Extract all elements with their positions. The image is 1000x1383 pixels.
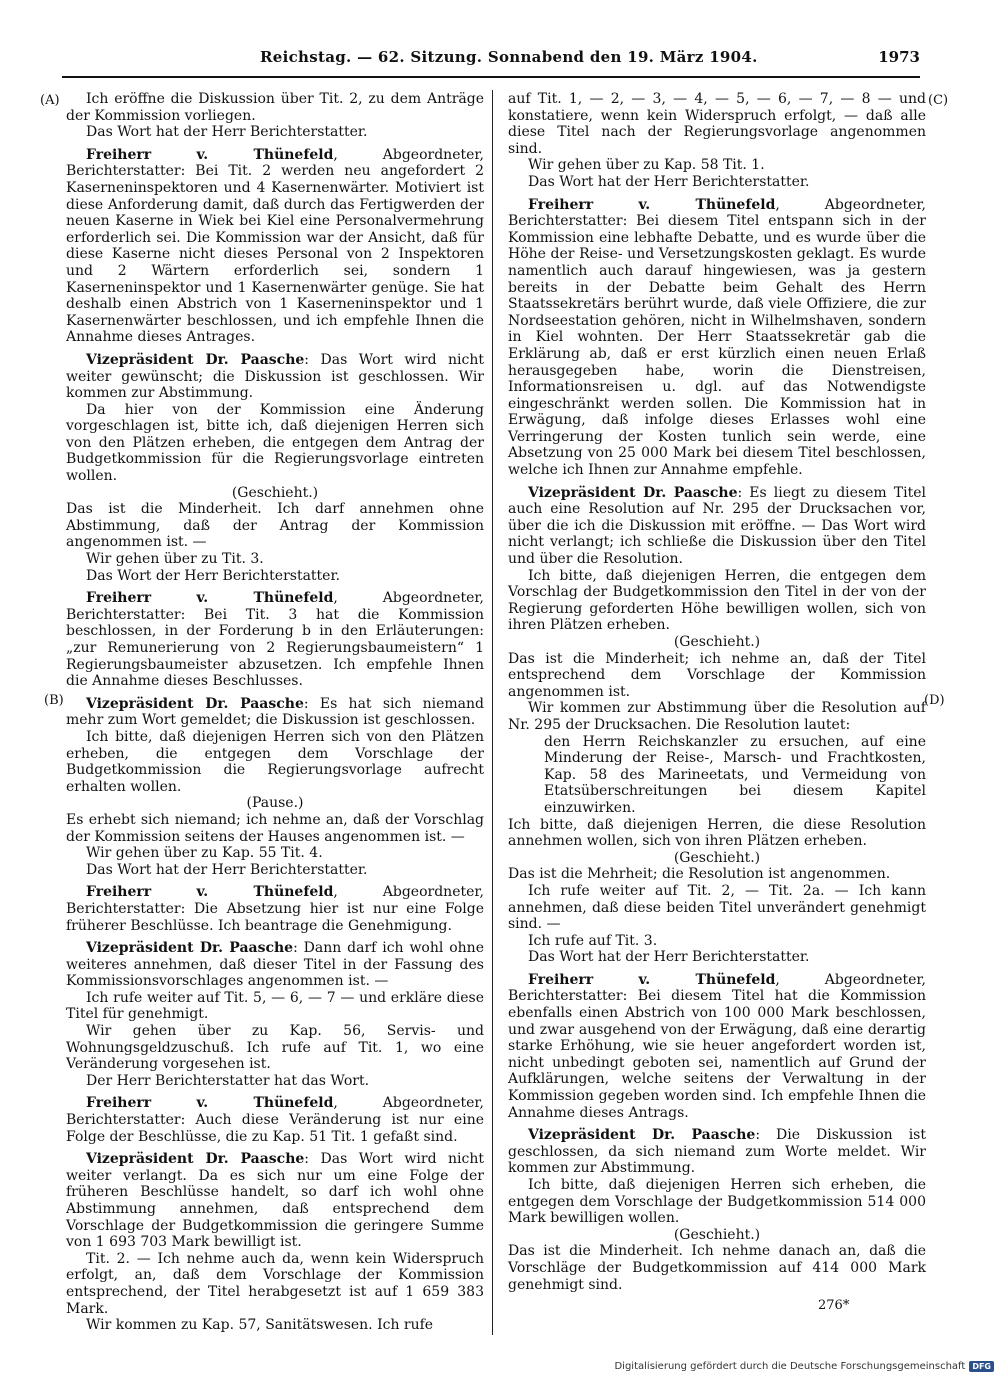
speaker-name: Vizepräsident Dr. Paasche	[86, 695, 304, 712]
paragraph: Ich eröffne die Diskussion über Tit. 2, zu dem Anträge der Kommission vorliegen.	[66, 91, 484, 124]
margin-marker-a: (A)	[40, 93, 60, 108]
paragraph: Das ist die Minderheit. Ich nehme danach an, daß die Vorschläge der Budgetkommission auf 414 000 Mark genehmigt sind.	[508, 1243, 926, 1293]
speaker-name: Freiherr v. Thünefeld	[528, 971, 776, 988]
paragraph: Wir gehen über zu Kap. 55 Tit. 4.	[86, 845, 323, 862]
speaker-name: Vizepräsident Dr. Paasche	[528, 1127, 756, 1144]
speech-paragraph: Freiherr v. Thünefeld, Abgeordneter, Berichterstatter: Bei diesem Titel entspann sich in der Kommission eine lebhafte Debatte, und es wurde über die Höhe der Reise- und Versetzungskosten geklagt. Es wurde namentlich auch darauf hingewiesen, was ja gestern bereits in der Debatte beim Gehalt des Herrn Staatssekretärs berührt wurde, daß viele Offiziere, die zur Nordseestation gehören, nicht in Wilhelmshaven, sondern in Kiel wohnten. Der Herr Staatssekretär gab die Erklärung ab, daß er erst kürzlich einen neuen Erlaß herausgegeben habe, worin die Dienstreisen, Informationsreisen u. dgl. auf das Notwendigste eingeschränkt werden sollen. Die Kommission hat in Erwägung, daß infolge dieses Erlasses wohl eine Verringerung der Kosten tunlich sein werde, eine Absetzung von 25 000 Mark bei diesem Titel beschlossen, welche ich Ihnen zur Annahme empfehle.	[508, 196, 926, 479]
speaker-name: Vizepräsident Dr. Paasche	[86, 1151, 305, 1168]
resolution-quote: den Herrn Reichskanzler zu ersuchen, auf eine Minderung der Reise-, Marsch- und Frachtkosten, Kap. 58 des Marineetats, und Vermeidung von Etatsüberschreitungen bei diesem Kapitel einzuwirken.	[544, 733, 926, 816]
paragraph: Wir gehen über zu Kap. 58 Tit. 1.	[528, 157, 765, 174]
paragraph: Ich rufe weiter auf Tit. 5, — 6, — 7 — und erkläre diese Titel für genehmigt.	[66, 989, 484, 1023]
speech-paragraph: Vizepräsident Dr. Paasche: Das Wort wird nicht weiter verlangt. Da es sich nur um eine Folge der früheren Beschlüsse handelt, so darf ich wohl ohne Abstimmung annehmen, daß entsprechend dem Vorschlage der Budgetkommission die geringere Summe von 1 693 703 Mark bewilligt ist.	[66, 1151, 484, 1251]
paragraph: Der Herr Berichterstatter hat das Wort.	[86, 1072, 370, 1089]
page-number: 1973	[878, 48, 920, 66]
paragraph: Das ist die Minderheit; ich nehme an, daß der Titel entsprechend dem Vorschlage der Kommission angenommen ist.	[508, 650, 926, 700]
stage-direction: (Pause.)	[246, 795, 304, 812]
speaker-name: Freiherr v. Thünefeld	[86, 146, 334, 163]
paragraph: Das Wort hat der Herr Berichterstatter.	[86, 124, 368, 141]
speech-paragraph: Freiherr v. Thünefeld, Abgeordneter, Berichterstatter: Bei diesem Titel hat die Kommission ebenfalls einen Abstrich von 100 000 Mark beschlossen, und zwar ausgehend von der Erwägung, daß eine derartig starke Erhöhung, wie sie heuer angefordert worden ist, nicht unbedingt geboten sei, namentlich auf Grund der Aufklärungen, welche seitens der Verwaltung in der Kommission gegeben worden sind. Ich empfehle Ihnen die Annahme dieses Antrags.	[508, 971, 926, 1121]
paragraph: Ich bitte, daß diejenigen Herren sich von den Plätzen erheben, die entgegen dem Vorschlage der Budgetkommission die Regierungsvorlage aufrecht erhalten wollen.	[66, 728, 484, 795]
paragraph: Das Wort hat der Herr Berichterstatter.	[528, 949, 810, 966]
dfg-logo-icon: DFG	[969, 1361, 994, 1372]
speaker-name: Freiherr v. Thünefeld	[528, 196, 776, 213]
speaker-name: Vizepräsident Dr. Paasche	[86, 351, 305, 368]
paragraph: Wir kommen zu Kap. 57, Sanitätswesen. Ich rufe	[86, 1317, 434, 1334]
speaker-name: Vizepräsident Dr. Paasche	[86, 940, 294, 957]
speech-paragraph: Freiherr v. Thünefeld, Abgeordneter, Berichterstatter: Bei Tit. 3 hat die Kommission beschlossen, in der Forderung b in den Erläuterungen: „zur Remunerierung von 2 Regierungsbaumeistern“ 1 Regierungsbaumeister abzusetzen. Ich empfehle Ihnen die Annahme dieses Beschlusses.	[66, 590, 484, 690]
stage-direction: (Geschieht.)	[673, 634, 761, 650]
paragraph: Ich bitte, daß diejenigen Herren sich erheben, die entgegen dem Vorschlage der Budgetkommission 514 000 Mark bewilligen wollen.	[508, 1177, 926, 1227]
paragraph: Das ist die Mehrheit; die Resolution ist angenommen.	[508, 866, 891, 883]
speaker-name: Freiherr v. Thünefeld	[86, 1095, 334, 1112]
speaker-name: Freiherr v. Thünefeld	[86, 884, 334, 901]
header-rule	[62, 76, 920, 78]
column-divider	[492, 90, 493, 1335]
right-column	[508, 91, 926, 1293]
speaker-name: Freiherr v. Thünefeld	[86, 590, 334, 607]
paragraph: Wir gehen über zu Kap. 56, Servis- und Wohnungsgeldzuschuß. Ich rufe auf Tit. 1, wo eine Veränderung vorgesehen ist.	[66, 1023, 484, 1073]
margin-marker-d: (D)	[924, 693, 945, 708]
footer	[614, 1361, 994, 1372]
paragraph: Es erhebt sich niemand; ich nehme an, daß der Vorschlag der Kommission seitens der Hauses angenommen ist. —	[66, 811, 484, 845]
margin-marker-b: (B)	[44, 693, 64, 708]
paragraph: Ich rufe auf Tit. 3.	[528, 932, 658, 949]
footer-text: Digitalisierung gefördert durch die Deutsche Forschungsgemeinschaft	[614, 1361, 966, 1372]
left-column	[66, 91, 484, 1334]
paragraph: Das Wort hat der Herr Berichterstatter.	[528, 173, 810, 190]
speaker-name: Vizepräsident Dr. Paasche	[528, 484, 738, 501]
running-title: Reichstag. — 62. Sitzung. Sonnabend den 19. März 1904.	[260, 48, 758, 66]
speech-paragraph: Freiherr v. Thünefeld, Abgeordneter, Berichterstatter: Die Absetzung hier ist nur eine Folge früherer Beschlüsse. Ich beantrage die Genehmigung.	[66, 884, 484, 934]
stage-direction: (Geschieht.)	[231, 484, 319, 501]
page-header	[60, 48, 920, 70]
stage-direction: (Geschieht.)	[673, 1226, 761, 1243]
speech-paragraph: Vizepräsident Dr. Paasche: Das Wort wird nicht weiter gewünscht; die Diskussion ist geschlossen. Wir kommen zur Abstimmung.	[66, 351, 484, 402]
paragraph: Das Wort hat der Herr Berichterstatter.	[86, 861, 368, 878]
sheet-signature: 276*	[818, 1298, 850, 1313]
paragraph: Tit. 2. — Ich nehme auch da, wenn kein Widerspruch erfolgt, an, daß dem Vorschlage der Kommission entsprechend, der Titel herabgesetzt ist auf 1 659 383 Mark.	[66, 1250, 484, 1317]
speech-paragraph: Vizepräsident Dr. Paasche: Es liegt zu diesem Titel auch eine Resolution auf Nr. 295 der Drucksachen vor, über die ich die Diskussion mit eröffne. — Das Wort wird nicht verlangt; ich schließe die Diskussion über den Titel und über die Resolution.	[508, 484, 926, 568]
paragraph: Das ist die Minderheit. Ich darf annehmen ohne Abstimmung, daß der Antrag der Kommission angenommen ist. —	[66, 501, 484, 551]
paragraph: auf Tit. 1, — 2, — 3, — 4, — 5, — 6, — 7, — 8 — und konstatiere, wenn kein Widerspruch erfolgt, — daß alle diese Titel nach der Regierungsvorlage angenommen sind.	[508, 91, 926, 157]
speech-paragraph: Freiherr v. Thünefeld, Abgeordneter, Berichterstatter: Auch diese Veränderung ist nur eine Folge der Beschlüsse, die zu Kap. 51 Tit. 1 gefaßt sind.	[66, 1095, 484, 1145]
speech-paragraph: Vizepräsident Dr. Paasche: Dann darf ich wohl ohne weiteres annehmen, daß dieser Titel in der Fassung des Kommissionsvorschlages angenommen ist. —	[66, 940, 484, 990]
speech-paragraph: Vizepräsident Dr. Paasche: Es hat sich niemand mehr zum Wort gemeldet; die Diskussion ist geschlossen.	[66, 695, 484, 729]
paragraph: Ich bitte, daß diejenigen Herren, die entgegen dem Vorschlag der Budgetkommission den Titel in der von der Regierung geforderten Höhe bewilligen wollen, sich von ihren Plätzen erheben.	[508, 567, 926, 634]
paragraph: Wir gehen über zu Tit. 3.	[86, 551, 264, 568]
paragraph: Ich bitte, daß diejenigen Herren, die diese Resolution annehmen wollen, sich von ihren Plätzen erheben.	[508, 816, 926, 850]
paragraph: Wir kommen zur Abstimmung über die Resolution auf Nr. 295 der Drucksachen. Die Resolution lautet:	[508, 700, 926, 733]
stage-direction: (Geschieht.)	[673, 849, 761, 866]
paragraph: Das Wort der Herr Berichterstatter.	[86, 567, 341, 584]
margin-marker-c: (C)	[928, 93, 949, 108]
paragraph: Da hier von der Kommission eine Änderung vorgeschlagen ist, bitte ich, daß diejenigen Herren sich von den Plätzen erheben, die entgegen dem Antrag der Budgetkommission für die Regierungsvorlage eintreten wollen.	[66, 401, 484, 485]
paragraph: Ich rufe weiter auf Tit. 2, — Tit. 2a. — Ich kann annehmen, daß diese beiden Titel unverändert genehmigt sind. —	[508, 882, 926, 933]
speech-paragraph: Vizepräsident Dr. Paasche: Die Diskussion ist geschlossen, da sich niemand zum Worte meldet. Wir kommen zur Abstimmung.	[508, 1127, 926, 1177]
speech-paragraph: Freiherr v. Thünefeld, Abgeordneter, Berichterstatter: Bei Tit. 2 werden neu angefordert 2 Kaserneninspektoren und 4 Kasernenwärter. Motiviert ist diese Anforderung damit, daß durch das Fertigwerden der neuen Kaserne in Wiek bei Kiel eine Personalvermehrung erforderlich sei. Die Kommission war der Ansicht, daß für diese Kaserne nicht dieses Personal von 2 Inspektoren und 2 Wärtern erforderlich sei, sondern 1 Kaserneninspektor und 1 Kasernenwärter genüge. Sie hat deshalb einen Abstrich von 1 Kaserneninspektor und 1 Kasernenwärter beschlossen, und ich empfehle Ihnen die Annahme dieses Antrages.	[66, 146, 484, 346]
